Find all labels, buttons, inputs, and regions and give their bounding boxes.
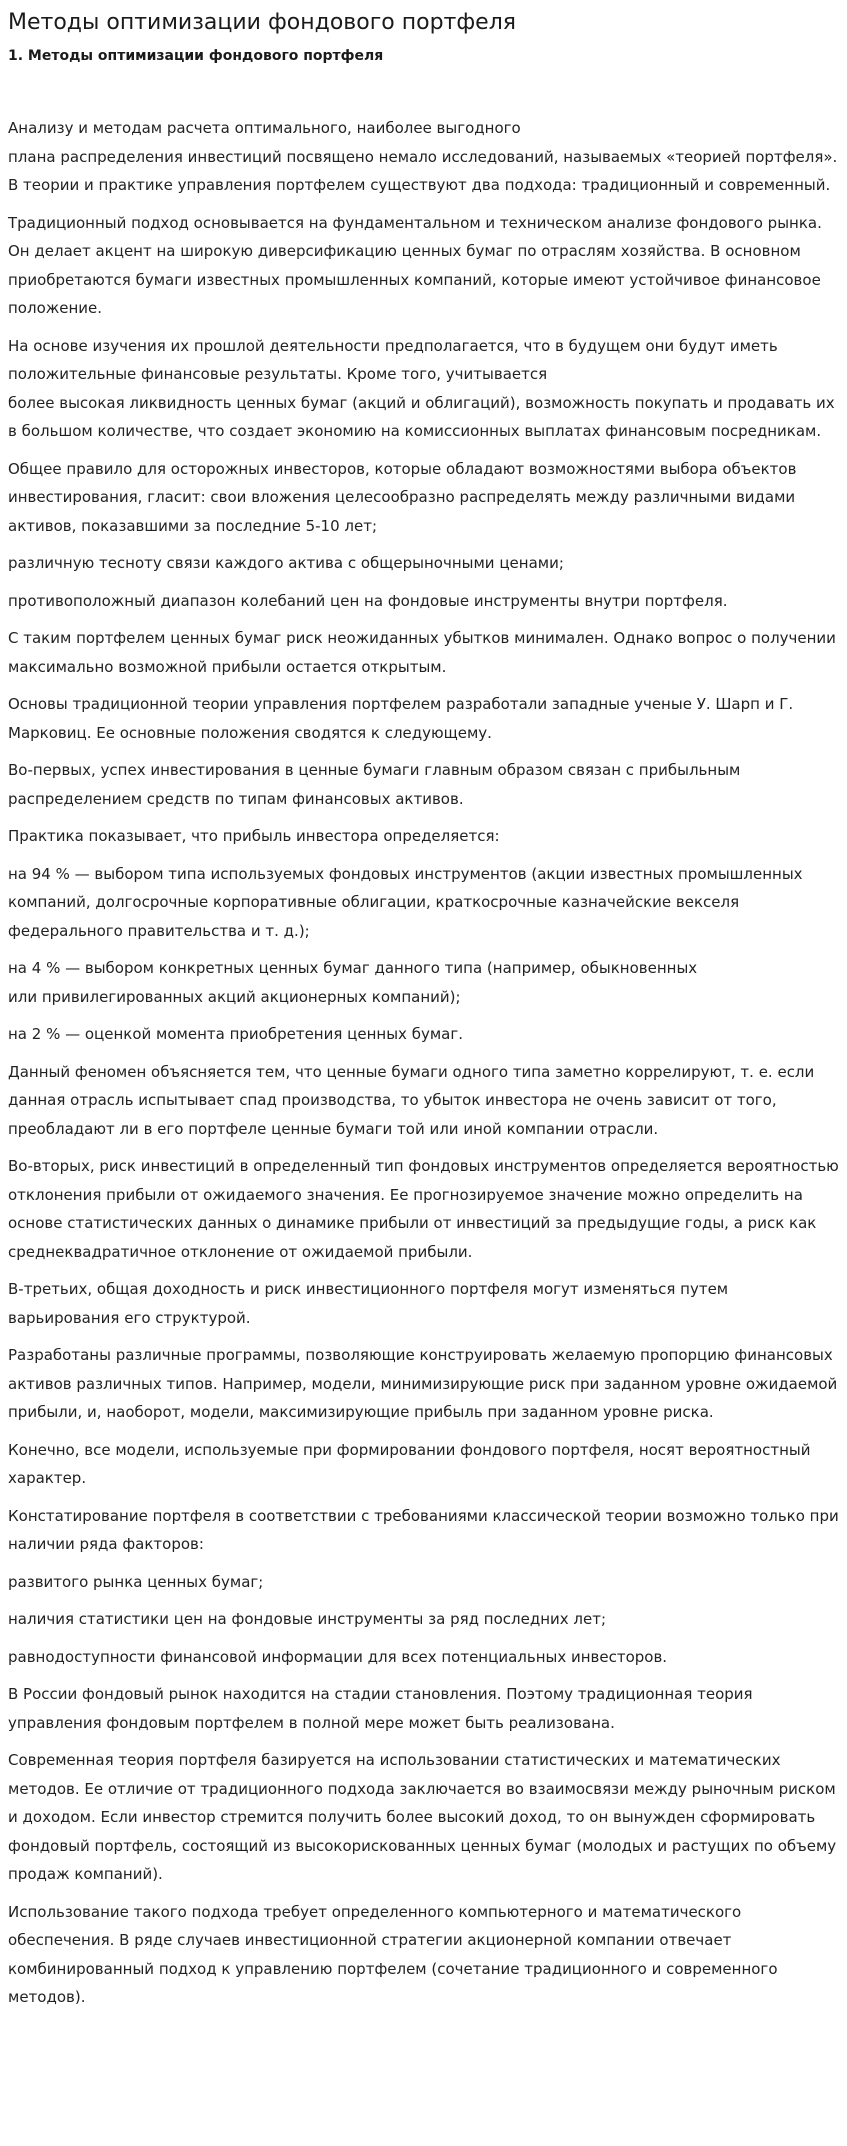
paragraph: Разработаны различные программы, позволяющие конструировать желаемую пропорцию финансовых активов различных типов. Например, модели, минимизирующие риск при заданном уровне ожидаемой прибыли, и, наоборот, модели, максимизирующие прибыль при заданном уровне риска. bbox=[8, 1346, 838, 1421]
paragraph: Традиционный подход основывается на фундаментальном и техническом анализе фондового рынка. Он делает акцент на широкую диверсификацию ценных бумаг по отраслям хозяйства. В основном приобретаются бумаги известных промышленных компаний, которые имеют устойчивое финансовое положение. bbox=[8, 213, 822, 317]
paragraph: на 94 % — выбором типа используемых фондовых инструментов (акции известных промышленных компаний, долгосрочные корпоративные облигации, краткосрочные казначейские векселя федерального правительства и т. д.); bbox=[8, 864, 803, 940]
paragraph: наличия статистики цен на фондовые инструменты за ряд последних лет; bbox=[8, 1610, 607, 1628]
paragraph: Анализу и методам расчета оптимального, наиболее выгодного плана распределения инвестиций посвящено немало исследований, называемых «теорией портфеля». В теории и практике управления портфелем существуют два подхода: традиционный и современный. bbox=[8, 119, 838, 194]
paragraph: Во-вторых, риск инвестиций в определенный тип фондовых инструментов определяется вероятностью отклонения прибыли от ожидаемого значения. Ее прогнозируемое значение можно определить на основе статистических данных о динамике прибыли от инвестиций за предыдущие годы, а риск как среднеквадратичное отклонение от ожидаемой прибыли. bbox=[8, 1157, 839, 1261]
paragraph: на 4 % — выбором конкретных ценных бумаг данного типа (например, обыкновенных или привилегированных акций акционерных компаний); bbox=[8, 959, 698, 1006]
paragraph: В России фондовый рынок находится на стадии становления. Поэтому традиционная теория управления фондовым портфелем в полной мере может быть реализована. bbox=[8, 1685, 753, 1732]
paragraph: Конечно, все модели, используемые при формировании фондового портфеля, носят вероятностный характер. bbox=[8, 1440, 811, 1487]
paragraph: противоположный диапазон колебаний цен на фондовые инструменты внутри портфеля. bbox=[8, 591, 728, 610]
page-title: Методы оптимизации фондового портфеля bbox=[8, 10, 516, 35]
paragraph: На основе изучения их прошлой деятельности предполагается, что в будущем они будут иметь положительные финансовые результаты. Кроме того, учитывается более высокая ликвидность ценных бумаг (акций и облигаций), возможность покупать и продавать их в большом количестве, что создает экономию на комиссионных выплатах финансовым посредникам. bbox=[8, 336, 835, 440]
paragraph: С таким портфелем ценных бумаг риск неожиданных убытков минимален. Однако вопрос о получении максимально возможной прибыли остается открытым. bbox=[8, 629, 836, 676]
paragraph: Основы традиционной теории управления портфелем разработали западные ученые У. Шарп и Г. Марковиц. Ее основные положения сводятся к следующему. bbox=[8, 695, 794, 742]
section-heading: 1. Методы оптимизации фондового портфеля bbox=[8, 48, 384, 64]
paragraph: различную тесноту связи каждого актива с общерыночными ценами; bbox=[8, 554, 564, 572]
paragraph: Общее правило для осторожных инвесторов, которые обладают возможностями выбора объектов инвестирования, гласит: свои вложения целесообразно распределять между различными видами активов, показавшими за последние 5-10 лет; bbox=[8, 459, 797, 535]
paragraph: равнодоступности финансовой информации для всех потенциальных инвесторов. bbox=[8, 1647, 668, 1666]
paragraph: развитого рынка ценных бумаг; bbox=[8, 1572, 264, 1591]
paragraph: Практика показывает, что прибыль инвестора определяется: bbox=[8, 827, 500, 845]
paragraph: В-третьих, общая доходность и риск инвестиционного портфеля могут изменяться путем варьирования его структурой. bbox=[8, 1280, 729, 1327]
paragraph: Данный феномен объясняется тем, что ценные бумаги одного типа заметно коррелируют, т. е. если данная отрасль испытывает спад производства, то убыток инвестора не очень зависит от того, преобладают ли в его портфеле ценные бумаги той или иной компании отрасли. bbox=[8, 1062, 815, 1138]
paragraph: Во-первых, успех инвестирования в ценные бумаги главным образом связан с прибыльным распределением средств по типам финансовых активов. bbox=[8, 761, 741, 808]
paragraph: Использование такого подхода требует определенного компьютерного и математического обеспечения. В ряде случаев инвестиционной стратегии акционерной компании отвечает комбинированный подход к управлению портфелем (сочетание традиционного и современного методов). bbox=[8, 1902, 778, 2006]
paragraph: на 2 % — оценкой момента приобретения ценных бумаг. bbox=[8, 1025, 463, 1043]
document-body bbox=[8, 114, 841, 2012]
paragraph: Констатирование портфеля в соответствии с требованиями классической теории возможно только при наличии ряда факторов: bbox=[8, 1506, 839, 1553]
paragraph: Современная теория портфеля базируется на использовании статистических и математических методов. Ее отличие от традиционного подхода заключается во взаимосвязи между рыночным риском и доходом. Если инвестор стремится получить более высокий доход, то он вынужден сформировать фондовый портфель, состоящий из высокорискованных ценных бумаг (молодых и растущих по объему продаж компаний). bbox=[8, 1751, 837, 1883]
